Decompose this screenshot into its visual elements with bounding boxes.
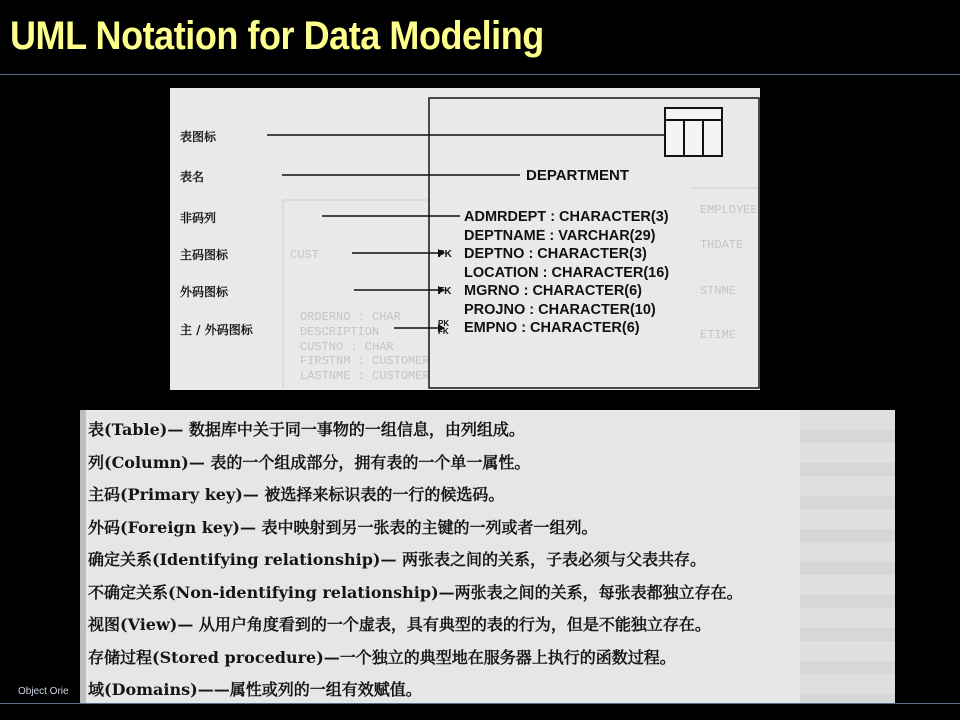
attribute-row [464,264,669,283]
entity-name: DEPARTMENT [526,167,630,184]
attribute-row [464,208,669,227]
glossary-term: 外码(Foreign key) [88,517,240,537]
glossary-definition: — 表中映射到另一张表的主键的一列或者一组列。 [239,517,598,537]
attribute-row [438,282,669,301]
department-table-diagram: CUST ORDERNO : CHAR DESCRIPTION CUSTNO : CHAR FIRSTNM : CUSTOMER LASTNME : CUSTOMER EMPLOYEE THDATE STNME ETIME 表图标 表名 非码列 主码图标 外码图标 主 / 外码图标 DEPARTMENT ADMRDEPT : CHARACTER(3) DEPTNAME : VARCHAR(29) PK DEPTNO : CHARACTER(3) LOCATION : CHARACTER(16) FK MGRNO : CHARACTER(6) PROJNO : CHARACTER(10) PK FK EMPNO : CHARACTER(6) [170,88,760,390]
glossary-definition: — 表的一个组成部分，拥有表的一个单一属性。 [188,452,531,472]
attribute-row [438,319,669,338]
glossary-entry [88,674,743,704]
glossary-entry [88,479,743,512]
glossary-term: 不确定关系(Non-identifying relationship) [88,582,439,602]
attribute-row [438,245,669,264]
glossary-definition: — 数据库中关于同一事物的一组信息，由列组成。 [167,420,525,439]
label-primary-key-icon: 主码图标 [180,248,229,262]
label-table-icon: 表图标 [180,130,217,144]
attribute-text: EMPNO : CHARACTER(6) [464,320,640,336]
footer-text: Object Orie [18,686,69,697]
glossary-term: 域(Domains) [88,680,198,699]
print-through-bleed [800,410,895,704]
glossary-term: 存储过程(Stored procedure) [88,647,324,667]
attribute-text: MGRNO : CHARACTER(6) [464,283,643,299]
glossary-list [88,414,743,704]
glossary-definition: —一个独立的典型地在服务器上执行的函数过程。 [323,647,676,667]
label-table-name: 表名 [180,170,205,184]
attribute-text: DEPTNAME : VARCHAR(29) [464,227,656,244]
label-foreign-key-icon: 外码图标 [180,285,229,299]
attribute-text: DEPTNO : CHARACTER(3) [464,246,647,262]
attribute-text: PROJNO : CHARACTER(10) [464,301,656,318]
glossary-term: 确定关系(Identifying relationship) [88,550,381,569]
glossary-entry [88,642,743,675]
glossary-entry [88,512,743,545]
attribute-list [438,208,670,338]
glossary-definition: ——属性或列的一组有效赋值。 [197,680,422,699]
glossary-term: 列(Column) [88,452,189,472]
foreign-key-icon: FK [438,286,452,297]
slide-title: UML Notation for Data Modeling [10,14,544,58]
footer-divider [0,703,960,704]
title-divider [0,74,960,75]
glossary-term: 主码(Primary key) [88,485,243,504]
glossary-definition: — 从用户角度看到的一个虚表，具有典型的表的行为，但是不能独立存在。 [177,615,711,634]
attribute-text: LOCATION : CHARACTER(16) [464,264,670,281]
glossary-entry [88,414,743,447]
glossary-term: 表(Table) [88,420,168,439]
glossary-scan [80,410,895,704]
attribute-row [464,301,669,320]
primary-foreign-key-icon: PK FK [438,319,450,336]
glossary-definition: —两张表之间的关系，每张表都独立存在。 [438,582,743,602]
glossary-term: 视图(View) [88,615,178,634]
label-primary-foreign-key-icon: 主 / 外码图标 [180,323,253,337]
attribute-row [464,227,669,246]
glossary-entry [88,577,743,610]
label-non-key-column: 非码列 [180,211,217,225]
attribute-text: ADMRDEPT : CHARACTER(3) [464,209,669,225]
primary-key-icon: PK [438,249,452,260]
glossary-entry [88,544,743,577]
glossary-entry [88,447,743,480]
glossary-entry [88,609,743,642]
glossary-definition: — 被选择来标识表的一行的候选码。 [242,485,505,504]
glossary-definition: — 两张表之间的关系，子表必须与父表共存。 [380,550,707,569]
